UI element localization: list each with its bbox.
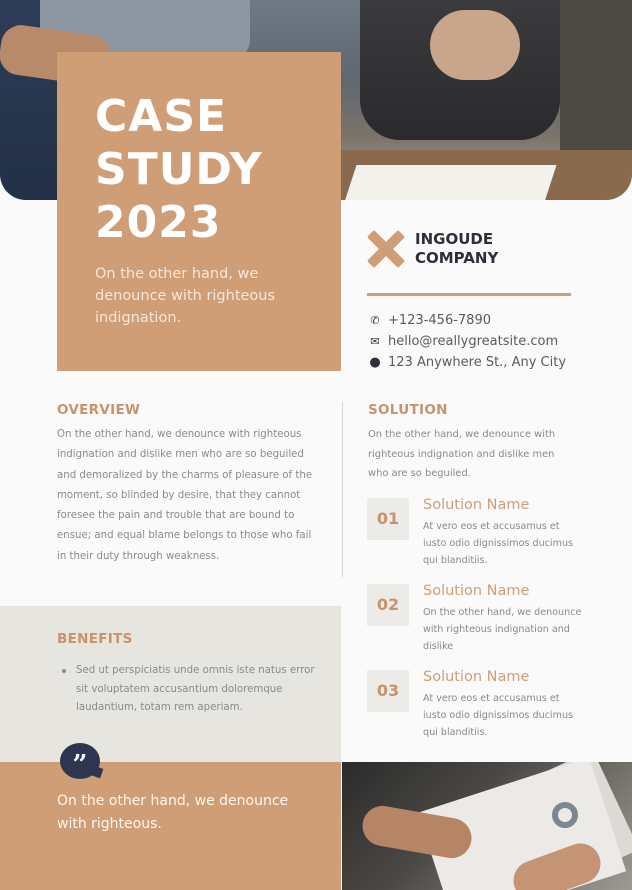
company-name-line-2: COMPANY	[415, 249, 499, 267]
solution-line: On the other hand, we denounce with	[368, 429, 556, 440]
address-text: 123 Anywhere St., Any City	[388, 355, 567, 370]
title-line-2: STUDY	[95, 144, 263, 195]
solution-line: who are so beguiled.	[368, 468, 471, 479]
overview-text	[57, 425, 327, 567]
company-name-line-1: INGOUDE	[415, 230, 494, 248]
quote-text	[57, 790, 317, 836]
solution-number-02: 02	[367, 584, 409, 626]
solution-desc-line: qui blanditiis.	[423, 555, 488, 566]
solution-heading: SOLUTION	[368, 402, 448, 418]
company-divider	[367, 293, 571, 296]
benefit-line: sit voluptatem accusantium doloremque	[76, 683, 283, 695]
quote-line-2: with righteous.	[57, 816, 162, 832]
x-logo-icon	[367, 231, 403, 267]
solution-desc-line: qui blanditiis.	[423, 727, 488, 738]
title-line-1: CASE	[95, 91, 228, 142]
solution-desc-line: On the other hand, we denounce	[423, 607, 582, 618]
column-divider	[342, 402, 343, 577]
photo-hand	[430, 10, 520, 80]
solution-name-01: Solution Name	[423, 497, 530, 513]
solution-name-03: Solution Name	[423, 669, 530, 685]
benefit-item	[76, 662, 326, 718]
title-subtitle: On the other hand, we denounce with righteous indignation.	[95, 266, 276, 326]
benefits-heading: BENEFITS	[57, 631, 133, 647]
solution-desc-02	[423, 604, 593, 655]
solution-desc-line: At vero eos et accusamus et	[423, 693, 560, 704]
phone-icon: ✆	[370, 314, 380, 327]
overview-line: and demoralized by the charms of pleasure of the	[57, 469, 313, 481]
bullet-icon	[62, 669, 66, 673]
solution-desc-line: At vero eos et accusamus et	[423, 521, 560, 532]
solution-desc-03	[423, 690, 593, 741]
solution-text	[368, 425, 598, 484]
quote-line-1: On the other hand, we denounce	[57, 793, 289, 809]
mail-icon: ✉	[370, 335, 380, 348]
overview-line: ensue; and equal blame belongs to those who fail	[57, 530, 312, 542]
solution-desc-line: iusto odio dignissimos ducimus	[423, 538, 574, 549]
overview-line: indignation and dislike men who are so beguiled	[57, 449, 304, 461]
solution-desc-line: dislike	[423, 641, 454, 652]
overview-heading: OVERVIEW	[57, 402, 141, 418]
location-pin-icon: ●	[369, 355, 381, 370]
solution-number-01: 01	[367, 498, 409, 540]
solution-number-03: 03	[367, 670, 409, 712]
solution-name-02: Solution Name	[423, 583, 530, 599]
photo-chair	[560, 0, 632, 150]
email-text: hello@reallygreatsite.com	[388, 334, 559, 349]
benefit-line: laudantium, totam rem aperiam.	[76, 702, 243, 713]
solution-desc-line: with righteous indignation and	[423, 624, 570, 635]
benefit-line: Sed ut perspiciatis unde omnis iste natus error	[76, 665, 315, 676]
title-box	[57, 52, 341, 371]
overview-line: On the other hand, we denounce with righteous	[57, 429, 302, 440]
photo-paper	[344, 165, 557, 200]
solution-desc-line: iusto odio dignissimos ducimus	[423, 710, 574, 721]
overview-line: in their duty through weakness.	[57, 550, 220, 562]
solution-desc-01	[423, 518, 593, 569]
photo-pie-chart	[552, 802, 578, 828]
quote-icon: ”	[60, 743, 100, 779]
contact-email	[368, 334, 558, 349]
bottom-documents-photo	[342, 762, 632, 890]
overview-line: moment, so blinded by desire, that they cannot	[57, 489, 301, 501]
phone-text: +123-456-7890	[388, 313, 491, 328]
overview-line: foresee the pain and trouble that are bound to	[57, 510, 295, 522]
contact-address	[368, 355, 566, 370]
solution-line: righteous indignation and dislike men	[368, 448, 555, 460]
contact-phone	[368, 313, 491, 328]
company-block	[367, 230, 498, 268]
title-line-3: 2023	[95, 197, 222, 248]
